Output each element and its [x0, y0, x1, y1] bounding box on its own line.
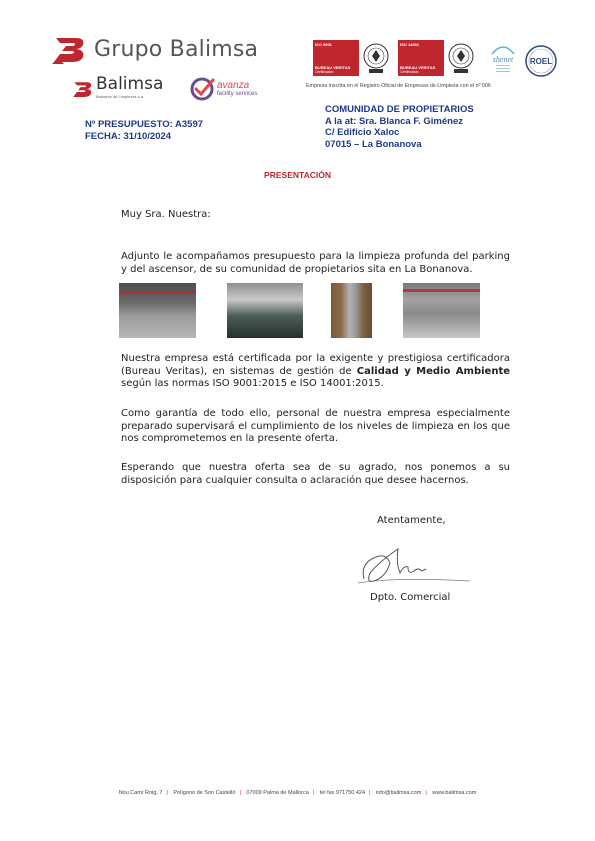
bureau-veritas-seal-icon: [361, 42, 391, 74]
balimsa-small-b-icon: [72, 79, 94, 99]
footer-phone: tel fax 971750 424: [319, 790, 366, 796]
avanza-tagline: facility services: [217, 90, 258, 97]
signer-department: Dpto. Comercial: [370, 592, 451, 603]
budget-date: FECHA: 31/10/2024: [85, 130, 172, 142]
budget-reference: [85, 119, 203, 142]
bureau-veritas-seal-icon: [446, 42, 476, 74]
cert-org-label: BUREAU VERITAS: [315, 65, 351, 70]
footer-email: info@balimsa.com: [376, 790, 422, 796]
brand-title: Grupo Balimsa: [94, 36, 259, 62]
roel-logo-icon: [524, 44, 558, 78]
paragraph-certification: [121, 353, 510, 391]
cert-iso-label: ISO 9001: [315, 42, 332, 47]
parking-photo: [119, 283, 196, 338]
cert-iso-label: ISO 14001: [400, 42, 420, 47]
certification-text-a: Nuestra empresa está certificada por la exigente y prestigiosa certificadora (Bureau Veritas), en sistemas de gestión de: [121, 353, 510, 377]
cert-type-label: Certification: [315, 70, 334, 74]
greeting: Muy Sra. Nuestra:: [121, 209, 211, 220]
handwritten-signature: [356, 543, 472, 589]
footer-area: Polígono de Son Castelló: [173, 790, 236, 796]
balimsa-sub-logo: [72, 76, 163, 99]
recipient-line: C/ Edificio Xaloc: [325, 127, 400, 138]
certification-iso9001: [313, 40, 393, 76]
avanza-check-icon: [189, 76, 215, 102]
recipient-block: [325, 104, 474, 150]
elevator-photo: [331, 283, 372, 338]
recipient-line: 07015 – La Bonanova: [325, 138, 422, 150]
roel-label: ROEL: [529, 57, 553, 66]
certification-text-b: según las normas ISO 9001:2015 e ISO 14001:2015.: [121, 378, 384, 389]
shenet-label: shenet: [492, 55, 514, 64]
parking-ramp-photo: [227, 283, 303, 338]
footer-contact: Nou Camí Roig, 7 | Polígono de Son Castelló | 07009 Palma de Mallorca | tel fax 971750 424 | info@balimsa.com | www.balimsa.com: [118, 790, 477, 796]
cert-org-label: BUREAU VERITAS: [400, 65, 436, 70]
cert-type-label: Certification: [400, 70, 419, 74]
balimsa-b-logo-icon: [52, 34, 88, 64]
paragraph-guarantee: Como garantía de todo ello, personal de nuestra empresa especialmente preparado supervisará el cumplimiento de los niveles de limpieza en los que nos comprometemos en la presente oferta.: [121, 408, 510, 444]
parking-floor-photo: [403, 283, 480, 338]
avanza-name: avanza: [217, 79, 250, 91]
footer-website: www.balimsa.com: [432, 790, 477, 796]
footer-city: 07009 Palma de Mallorca: [246, 790, 309, 796]
section-title: PRESENTACIÓN: [264, 170, 331, 180]
recipient-line: COMUNIDAD DE PROPIETARIOS: [325, 104, 474, 115]
paragraph-closing: Esperando que nuestra oferta sea de su agrado, nos ponemos a su disposición para cualquier consulta o aclaración que desee hacernos.: [121, 462, 510, 486]
avanza-logo: [189, 76, 257, 102]
footer-address: Nou Camí Roig, 7: [118, 790, 163, 796]
brand-sub-name: Balimsa: [96, 74, 164, 94]
recipient-line: A la at: Sra. Blanca F. Giménez: [325, 115, 463, 127]
budget-number: Nº PRESUPUESTO: A3597: [85, 119, 204, 130]
paragraph-intro: Adjunto le acompañamos presupuesto para la limpieza profunda del parking y del ascensor, de su comunidad de propietarios sita en La Bonanova.: [121, 251, 510, 275]
registry-note: Empresa inscrita en el Registro Oficial de Empresas de Limpieza con el nº 006: [306, 83, 491, 89]
shenet-logo-icon: [486, 42, 520, 76]
certification-iso14001: [398, 40, 478, 76]
grupo-balimsa-logo: [52, 34, 258, 64]
brand-sub-tagline: Baleares de Limpiezas s.a.: [96, 94, 145, 99]
salutation: Atentamente,: [377, 515, 446, 526]
certification-text-bold: Calidad y Medio Ambiente: [356, 365, 511, 377]
